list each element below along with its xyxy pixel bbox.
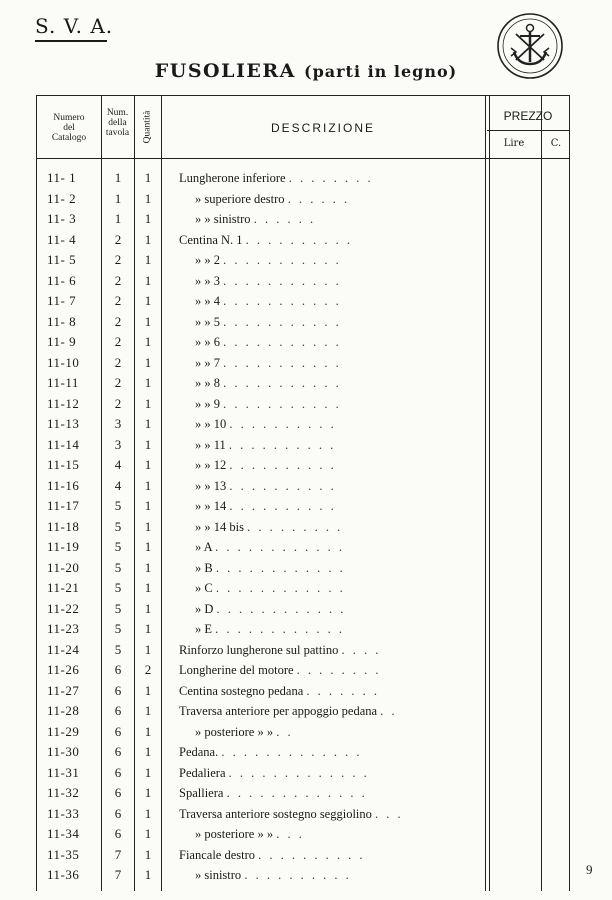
description-cell bbox=[179, 783, 475, 804]
leader-dots: . . . . . . . . . . bbox=[229, 458, 337, 472]
description-cell bbox=[179, 435, 475, 456]
quantity-value: 1 bbox=[144, 682, 152, 698]
description-cell bbox=[179, 353, 475, 374]
title-main: FUSOLIERA bbox=[154, 60, 296, 82]
description-cell bbox=[179, 558, 475, 579]
table-row bbox=[37, 476, 569, 497]
catalog-number: 11-15 bbox=[47, 457, 80, 472]
table-row bbox=[37, 824, 569, 845]
header-lire: Lire bbox=[503, 138, 525, 149]
quantity-value: 1 bbox=[144, 580, 152, 595]
leader-dots: . . . . . . . . . . . bbox=[223, 335, 342, 349]
description-cell bbox=[179, 291, 475, 312]
table-row bbox=[37, 578, 569, 599]
description-text: » » 14 bbox=[195, 499, 227, 513]
catalog-number: 11- 1 bbox=[47, 170, 77, 185]
tavola-number: 2 bbox=[114, 313, 122, 329]
catalog-number: 11-30 bbox=[47, 744, 80, 759]
tavola-number: 6 bbox=[114, 723, 122, 739]
quantity-value: 1 bbox=[144, 703, 152, 718]
tavola-number: 5 bbox=[114, 600, 122, 616]
tavola-number: 1 bbox=[114, 170, 122, 185]
catalog-number: 11-27 bbox=[47, 682, 80, 698]
table-row bbox=[37, 558, 569, 579]
description-text: » A bbox=[195, 540, 213, 554]
quantity-value: 1 bbox=[144, 395, 152, 411]
tavola-number: 6 bbox=[114, 662, 122, 677]
table-row bbox=[37, 742, 569, 763]
leader-dots: . . . . . . . . . . . . bbox=[215, 581, 346, 595]
catalog-number: 11-14 bbox=[47, 436, 80, 452]
quantity-value: 1 bbox=[144, 272, 152, 288]
leader-dots: . . . . . . bbox=[287, 191, 350, 206]
description-text: Centina N. 1 bbox=[179, 232, 243, 247]
page-title bbox=[0, 60, 612, 82]
quantity-value: 1 bbox=[144, 867, 152, 882]
quantity-value: 1 bbox=[144, 190, 152, 206]
description-cell bbox=[179, 537, 475, 558]
quantity-value: 1 bbox=[144, 334, 152, 349]
description-text: » » 2 bbox=[195, 253, 220, 267]
table-row bbox=[37, 168, 569, 189]
quantity-value: 1 bbox=[144, 518, 152, 534]
leader-dots: . . . . . . . . . . . . bbox=[216, 601, 346, 616]
catalog-number: 11-21 bbox=[47, 580, 80, 595]
leader-dots: . . . bbox=[375, 806, 404, 821]
catalog-number: 11- 5 bbox=[47, 252, 77, 267]
tavola-number: 3 bbox=[114, 436, 122, 452]
catalog-number: 11-23 bbox=[47, 621, 80, 636]
description-text: » » 13 bbox=[195, 478, 227, 493]
leader-dots: . . bbox=[380, 704, 398, 718]
quantity-value: 1 bbox=[144, 477, 152, 493]
catalog-number: 11-26 bbox=[47, 662, 80, 677]
leader-dots: . . . . . . . . . . . . bbox=[215, 622, 345, 636]
catalog-number: 11-16 bbox=[47, 477, 80, 493]
quantity-value: 1 bbox=[144, 170, 152, 185]
description-cell bbox=[179, 189, 475, 210]
catalog-number: 11- 3 bbox=[47, 211, 77, 226]
table-row bbox=[37, 230, 569, 251]
table-row bbox=[37, 681, 569, 702]
leader-dots: . . . . . . . . . bbox=[247, 519, 343, 534]
leader-dots: . . . . . . . . . . . bbox=[223, 314, 342, 329]
description-cell bbox=[179, 804, 475, 825]
description-text: Longherine del motore bbox=[179, 663, 294, 677]
description-text: » » 9 bbox=[195, 396, 220, 411]
description-text: Pedana. bbox=[179, 745, 219, 759]
leader-dots: . . . . . . . . . . . . . bbox=[226, 786, 368, 800]
leader-dots: . . bbox=[276, 724, 294, 739]
quantity-value: 2 bbox=[144, 662, 152, 677]
catalog-number: 11- 7 bbox=[47, 293, 77, 308]
tavola-number: 4 bbox=[114, 457, 122, 472]
description-text: » D bbox=[195, 601, 214, 616]
description-text: » » 14 bis bbox=[195, 519, 244, 534]
leader-dots: . . . . . . . . . . bbox=[228, 437, 336, 452]
description-text: Pedaliera bbox=[179, 765, 226, 780]
title-subtitle: (parti in legno) bbox=[304, 62, 458, 81]
tavola-number: 2 bbox=[114, 375, 122, 390]
description-text: » sinistro bbox=[195, 868, 242, 882]
quantity-value: 1 bbox=[144, 621, 152, 636]
tavola-number: 2 bbox=[114, 293, 122, 308]
description-cell bbox=[179, 250, 475, 271]
table-row bbox=[37, 865, 569, 886]
catalog-number: 11-35 bbox=[47, 846, 80, 862]
description-text: » » 6 bbox=[195, 335, 220, 349]
header-tavola bbox=[101, 108, 134, 138]
leader-dots: . . . . . . . . . . . . . bbox=[221, 745, 362, 759]
description-cell bbox=[179, 681, 475, 702]
quantity-value: 1 bbox=[144, 600, 152, 616]
leader-dots: . . . . . . . . bbox=[288, 171, 374, 185]
catalog-number: 11-12 bbox=[47, 395, 80, 411]
catalog-table bbox=[36, 95, 570, 891]
brand-label: S. V. A. bbox=[35, 14, 114, 38]
leader-dots: . . . . . . . . . . . bbox=[223, 396, 342, 411]
description-text: » » 7 bbox=[195, 355, 220, 370]
header-catalog bbox=[37, 113, 101, 143]
catalog-number: 11-24 bbox=[47, 641, 80, 657]
header-tavola-line1: Num. bbox=[106, 108, 129, 118]
catalog-number: 11-22 bbox=[47, 600, 80, 616]
leader-dots: . . . . . . . bbox=[306, 683, 380, 698]
tavola-number: 2 bbox=[114, 395, 122, 411]
description-cell bbox=[179, 455, 475, 476]
description-cell bbox=[179, 824, 475, 845]
tavola-number: 4 bbox=[114, 477, 122, 493]
quantity-value: 1 bbox=[144, 211, 152, 226]
table-row bbox=[37, 332, 569, 353]
catalog-number: 11-31 bbox=[47, 764, 80, 780]
description-cell bbox=[179, 496, 475, 517]
description-text: Fiancale destro bbox=[179, 847, 256, 862]
description-cell bbox=[179, 763, 475, 784]
leader-dots: . . . . . . . . . . . bbox=[223, 376, 342, 390]
quantity-value: 1 bbox=[144, 436, 152, 452]
description-text: » » 11 bbox=[195, 437, 226, 452]
quantity-value: 1 bbox=[144, 375, 152, 390]
table-row bbox=[37, 209, 569, 230]
header-catalog-line2: del bbox=[63, 123, 75, 133]
table-row bbox=[37, 517, 569, 538]
tavola-number: 6 bbox=[114, 785, 122, 800]
tavola-number: 5 bbox=[114, 498, 122, 513]
table-row bbox=[37, 496, 569, 517]
quantity-value: 1 bbox=[144, 252, 152, 267]
tavola-number: 5 bbox=[114, 518, 122, 534]
catalog-number: 11-17 bbox=[47, 498, 80, 513]
quantity-value: 1 bbox=[144, 354, 152, 370]
tavola-number: 1 bbox=[114, 190, 122, 206]
description-text: » » 10 bbox=[195, 417, 227, 431]
leader-dots: . . . . . . . . . . . . bbox=[215, 540, 345, 554]
table-row bbox=[37, 435, 569, 456]
catalog-number: 11-36 bbox=[47, 867, 80, 882]
table-row bbox=[37, 845, 569, 866]
leader-dots: . . . . . . . . bbox=[296, 663, 382, 677]
description-cell bbox=[179, 578, 475, 599]
quantity-value: 1 bbox=[144, 764, 152, 780]
description-cell bbox=[179, 476, 475, 497]
catalog-number: 11- 6 bbox=[47, 272, 77, 288]
brand-underline bbox=[35, 40, 107, 42]
tavola-number: 5 bbox=[114, 559, 122, 575]
leader-dots: . . . . . . . . . . . bbox=[223, 273, 342, 288]
description-text: » superiore destro bbox=[195, 191, 285, 206]
leader-dots: . . . . . . . . . . . bbox=[223, 294, 342, 308]
description-cell bbox=[179, 599, 475, 620]
tavola-number: 6 bbox=[114, 744, 122, 759]
tavola-number: 6 bbox=[114, 826, 122, 841]
header-description: DESCRIZIONE bbox=[270, 121, 375, 135]
description-text: » » 12 bbox=[195, 458, 227, 472]
table-row bbox=[37, 353, 569, 374]
leader-dots: . . . . . . . . . . bbox=[229, 499, 337, 513]
header-quantity-label: Quantità bbox=[142, 110, 152, 144]
table-row bbox=[37, 640, 569, 661]
leader-dots: . . . . bbox=[341, 642, 381, 657]
catalog-number: 11- 9 bbox=[47, 334, 77, 349]
leader-dots: . . . . . . . . . . . bbox=[223, 253, 342, 267]
header-catalog-line3: Catalogo bbox=[51, 133, 87, 143]
tavola-number: 6 bbox=[114, 703, 122, 718]
description-cell bbox=[179, 394, 475, 415]
tavola-number: 5 bbox=[114, 621, 122, 636]
catalog-number: 11- 8 bbox=[47, 313, 77, 329]
table-row bbox=[37, 189, 569, 210]
description-text: Centina sostegno pedana bbox=[179, 683, 304, 698]
description-text: » » 4 bbox=[195, 294, 220, 308]
description-cell bbox=[179, 230, 475, 251]
description-cell bbox=[179, 722, 475, 743]
tavola-number: 7 bbox=[114, 867, 122, 882]
quantity-value: 1 bbox=[144, 559, 152, 575]
tavola-number: 2 bbox=[114, 272, 122, 288]
table-row bbox=[37, 660, 569, 681]
catalog-number: 11-18 bbox=[47, 518, 80, 534]
quantity-value: 1 bbox=[144, 539, 152, 554]
tavola-number: 5 bbox=[114, 580, 122, 595]
table-row bbox=[37, 619, 569, 640]
description-text: Traversa anteriore per appoggio pedana bbox=[179, 704, 378, 718]
leader-dots: . . . . . . . . . . . . bbox=[215, 560, 346, 575]
tavola-number: 5 bbox=[114, 539, 122, 554]
tavola-number: 1 bbox=[114, 211, 122, 226]
quantity-value: 1 bbox=[144, 744, 152, 759]
description-text: » C bbox=[195, 581, 213, 595]
tavola-number: 6 bbox=[114, 764, 122, 780]
quantity-value: 1 bbox=[144, 416, 152, 431]
tavola-number: 2 bbox=[114, 231, 122, 247]
quantity-value: 1 bbox=[144, 785, 152, 800]
header-quantity bbox=[135, 102, 159, 152]
catalog-number: 11-10 bbox=[47, 354, 80, 370]
tavola-number: 6 bbox=[114, 805, 122, 821]
header-price: PREZZO bbox=[503, 109, 553, 123]
header-tavola-line3: tavola bbox=[105, 128, 130, 138]
description-text: Traversa anteriore sostegno seggiolino bbox=[179, 806, 372, 821]
table-row bbox=[37, 804, 569, 825]
leader-dots: . . . . . . bbox=[253, 212, 316, 226]
quantity-value: 1 bbox=[144, 805, 152, 821]
table-row bbox=[37, 394, 569, 415]
description-text: » E bbox=[195, 622, 213, 636]
description-text: Spalliera bbox=[179, 786, 224, 800]
catalog-number: 11-13 bbox=[47, 416, 80, 431]
description-cell bbox=[179, 742, 475, 763]
description-cell bbox=[179, 332, 475, 353]
description-text: » » 8 bbox=[195, 376, 220, 390]
catalog-number: 11-11 bbox=[47, 375, 79, 390]
tavola-number: 7 bbox=[114, 846, 122, 862]
table-row bbox=[37, 250, 569, 271]
leader-dots: . . . . . . . . . . bbox=[229, 417, 337, 431]
description-text: » posteriore » » bbox=[195, 827, 274, 841]
table-row bbox=[37, 414, 569, 435]
description-cell bbox=[179, 865, 475, 886]
table-row bbox=[37, 783, 569, 804]
description-cell bbox=[179, 168, 475, 189]
leader-dots: . . . . . . . . . . bbox=[229, 478, 337, 493]
description-text: » B bbox=[195, 560, 213, 575]
description-cell bbox=[179, 312, 475, 333]
table-row bbox=[37, 312, 569, 333]
leader-dots: . . . . . . . . . . . bbox=[223, 355, 342, 370]
table-row bbox=[37, 537, 569, 558]
tavola-number: 2 bbox=[114, 334, 122, 349]
description-text: » posteriore » » bbox=[195, 724, 274, 739]
leader-dots: . . . . . . . . . . bbox=[258, 847, 366, 862]
quantity-value: 1 bbox=[144, 293, 152, 308]
table-row bbox=[37, 722, 569, 743]
header-cent: C. bbox=[550, 138, 562, 149]
quantity-value: 1 bbox=[144, 723, 152, 739]
description-cell bbox=[179, 640, 475, 661]
quantity-value: 1 bbox=[144, 313, 152, 329]
tavola-number: 5 bbox=[114, 641, 122, 657]
leader-dots: . . . . . . . . . . bbox=[245, 232, 353, 247]
quantity-value: 1 bbox=[144, 457, 152, 472]
quantity-value: 1 bbox=[144, 846, 152, 862]
catalog-number: 11-19 bbox=[47, 539, 80, 554]
quantity-value: 1 bbox=[144, 826, 152, 841]
description-text: » » 5 bbox=[195, 314, 220, 329]
catalog-number: 11-32 bbox=[47, 785, 80, 800]
leader-dots: . . . . . . . . . . . . . bbox=[228, 765, 370, 780]
table-row bbox=[37, 291, 569, 312]
table-row bbox=[37, 455, 569, 476]
table-row bbox=[37, 271, 569, 292]
catalog-number: 11-33 bbox=[47, 805, 80, 821]
tavola-number: 2 bbox=[114, 252, 122, 267]
table-row bbox=[37, 373, 569, 394]
catalog-number: 11- 4 bbox=[47, 231, 77, 247]
header-tavola-line2: della bbox=[108, 118, 127, 128]
description-cell bbox=[179, 373, 475, 394]
table-row bbox=[37, 763, 569, 784]
header-catalog-line1: Numero bbox=[53, 113, 85, 123]
leader-dots: . . . bbox=[276, 827, 305, 841]
catalog-number: 11-34 bbox=[47, 826, 80, 841]
price-subdivider bbox=[487, 130, 569, 131]
description-cell bbox=[179, 414, 475, 435]
description-text: Rinforzo lungherone sul pattino bbox=[179, 642, 339, 657]
description-text: » » 3 bbox=[195, 273, 220, 288]
tavola-number: 6 bbox=[114, 682, 122, 698]
quantity-value: 1 bbox=[144, 498, 152, 513]
description-cell bbox=[179, 619, 475, 640]
table-row bbox=[37, 599, 569, 620]
description-text: » » sinistro bbox=[195, 212, 251, 226]
catalog-number: 11- 2 bbox=[47, 190, 77, 206]
table-row bbox=[37, 701, 569, 722]
page-number: 9 bbox=[586, 862, 593, 877]
description-cell bbox=[179, 271, 475, 292]
description-cell bbox=[179, 701, 475, 722]
leader-dots: . . . . . . . . . . bbox=[244, 868, 352, 882]
quantity-value: 1 bbox=[144, 231, 152, 247]
catalog-number: 11-28 bbox=[47, 703, 80, 718]
tavola-number: 3 bbox=[114, 416, 122, 431]
description-text: Lungherone inferiore bbox=[179, 171, 286, 185]
quantity-value: 1 bbox=[144, 641, 152, 657]
table-body bbox=[37, 168, 569, 886]
description-cell bbox=[179, 209, 475, 230]
description-cell bbox=[179, 845, 475, 866]
catalog-number: 11-29 bbox=[47, 723, 80, 739]
tavola-number: 2 bbox=[114, 354, 122, 370]
catalog-number: 11-20 bbox=[47, 559, 80, 575]
description-cell bbox=[179, 660, 475, 681]
description-cell bbox=[179, 517, 475, 538]
